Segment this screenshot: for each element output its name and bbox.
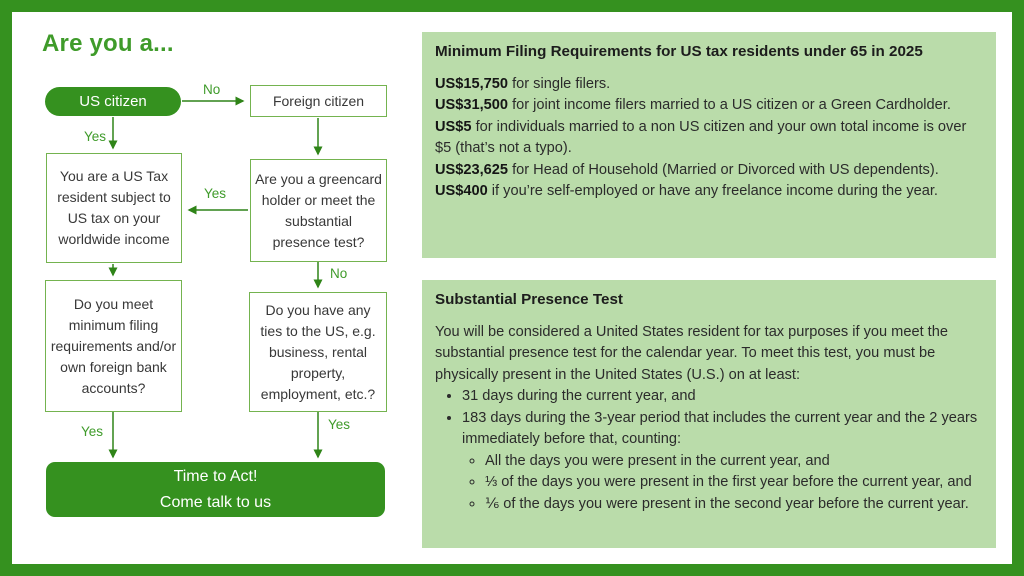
sub-bullet-text: ⅓ of the days you were present in the first year before the current year, and bbox=[485, 474, 972, 490]
node-us-citizen: US citizen bbox=[45, 87, 181, 116]
filing-item bbox=[435, 181, 983, 203]
filing-panel-title: Minimum Filing Requirements for US tax residents under 65 in 2025 bbox=[435, 43, 923, 60]
node-us-tax-resident: You are a US Tax resident subject to US tax on your worldwide income bbox=[46, 153, 182, 263]
bullet-text: 31 days during the current year, and bbox=[462, 388, 696, 404]
bullet-item bbox=[462, 386, 983, 408]
cta-line1: Time to Act! bbox=[173, 467, 258, 485]
edge-label-yes-mid: Yes bbox=[204, 186, 227, 201]
edge-label-no-top: No bbox=[203, 82, 221, 97]
presence-sub-bullets bbox=[462, 451, 983, 516]
sub-bullet-item bbox=[485, 494, 983, 516]
sub-bullet-item bbox=[485, 451, 983, 473]
presence-intro: You will be considered a United States resident for tax purposes if you meet the substantial presence test for the calendar year. To meet this test, you must be physically present in the United States (U.S.) on at least: bbox=[435, 323, 948, 383]
filing-text: for Head of Household (Married or Divorced with US dependents). bbox=[508, 161, 939, 178]
filing-requirements-panel bbox=[422, 32, 996, 258]
filing-text: for individuals married to a non US citizen and your own total income is over $5 (that’s not a typo). bbox=[435, 118, 967, 156]
filing-text: for joint income filers married to a US citizen or a Green Cardholder. bbox=[508, 97, 951, 113]
node-min-filing-question: Do you meet minimum filing requirements and/or own foreign bank accounts? bbox=[45, 280, 182, 412]
edge-label-yes-bottom-left: Yes bbox=[81, 424, 104, 439]
sub-bullet-item bbox=[485, 472, 983, 494]
node-us-ties-question: Do you have any ties to the US, e.g. business, rental property, employment, etc.? bbox=[249, 292, 387, 412]
filing-text: for single filers. bbox=[508, 75, 611, 92]
filing-item bbox=[435, 117, 983, 160]
filing-amount: US$400 bbox=[435, 183, 488, 199]
filing-item bbox=[435, 95, 983, 117]
edge-label-yes-bottom-right: Yes bbox=[328, 417, 351, 432]
node-foreign-citizen: Foreign citizen bbox=[250, 85, 387, 117]
edge-label-no-right: No bbox=[330, 266, 348, 281]
presence-panel-title: Substantial Presence Test bbox=[435, 291, 623, 308]
filing-text: if you’re self-employed or have any freelance income during the year. bbox=[487, 183, 938, 199]
substantial-presence-panel bbox=[422, 280, 996, 548]
filing-amount: US$31,500 bbox=[435, 97, 509, 113]
filing-amount: US$23,625 bbox=[435, 161, 509, 178]
presence-bullets bbox=[435, 386, 983, 515]
bullet-text: 183 days during the 3-year period that includes the current year and the 2 years immediately before that, counting: bbox=[462, 409, 978, 447]
sub-bullet-text: All the days you were present in the current year, and bbox=[485, 452, 830, 469]
filing-amount: US$5 bbox=[435, 118, 472, 135]
filing-item bbox=[435, 74, 983, 96]
filing-amount: US$15,750 bbox=[435, 75, 509, 92]
cta-line2: Come talk to us bbox=[159, 493, 272, 511]
sub-bullet-text: ⅙ of the days you were present in the second year before the current year. bbox=[485, 495, 969, 512]
node-greencard-question: Are you a greencard holder or meet the substantial presence test? bbox=[250, 159, 387, 262]
page-title: Are you a... bbox=[42, 30, 174, 57]
bullet-item bbox=[462, 408, 983, 516]
edge-label-yes-left: Yes bbox=[84, 129, 107, 144]
filing-item bbox=[435, 160, 983, 182]
